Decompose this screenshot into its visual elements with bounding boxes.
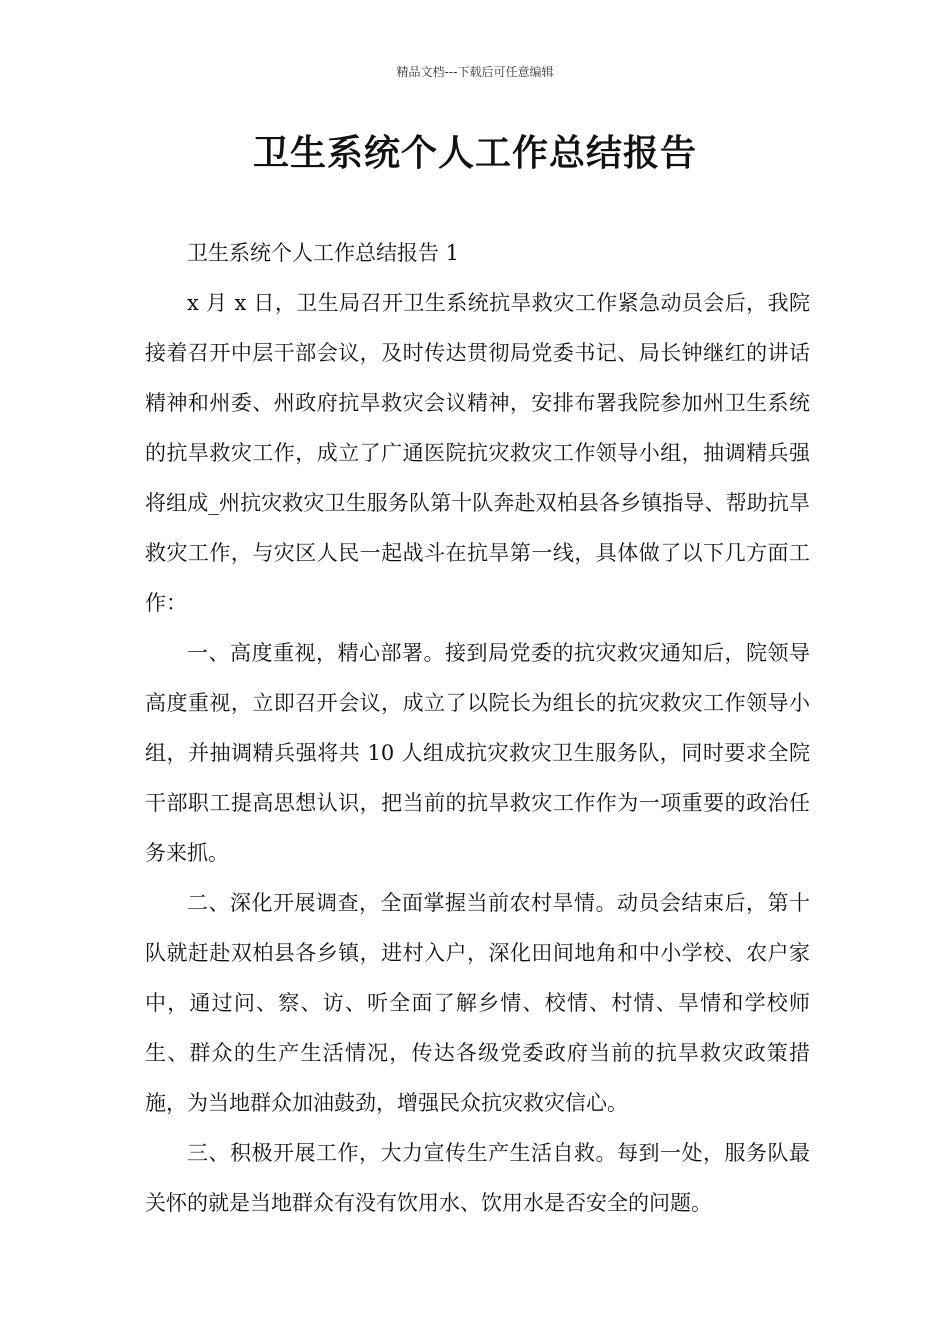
paragraph-4: 三、积极开展工作，大力宣传生产生活自救。每到一处，服务队最关怀的就是当地群众有没有饮用水、饮用水是否安全的问题。 [145, 1141, 810, 1215]
paragraph-3: 二、深化开展调查，全面掌握当前农村旱情。动员会结束后，第十队就赶赴双柏县各乡镇，进村入户，深化田间地角和中小学校、农户家中，通过问、察、访、听全面了解乡情、校情、村情、旱情和学校师生、群众的生产生活情况，传达各级党委政府当前的抗旱救灾政策措施，为当地群众加油鼓劲，增强民众抗灾救灾信心。 [145, 891, 810, 1115]
paragraph-1: x 月 x 日，卫生局召开卫生系统抗旱救灾工作紧急动员会后，我院接着召开中层干部会议，及时传达贯彻局党委书记、局长钟继红的讲话精神和州委、州政府抗旱救灾会议精神，安排布署我院参加州卫生系统的抗旱救灾工作，成立了广通医院抗灾救灾工作领导小组，抽调精兵强将组成_州抗灾救灾卫生服务队第十队奔赴双柏县各乡镇指导、帮助抗旱救灾工作，与灾区人民一起战斗在抗旱第一线，具体做了以下几方面工作： [145, 291, 810, 615]
section-subtitle: 卫生系统个人工作总结报告 1 [187, 241, 460, 265]
header-note: 精品文档---下载后可任意编辑 [396, 65, 554, 79]
paragraph-2: 一、高度重视，精心部署。接到局党委的抗灾救灾通知后，院领导高度重视，立即召开会议，成立了以院长为组长的抗灾救灾工作领导小组，并抽调精兵强将共 10 人组成抗灾救灾卫生服务队，同时要求全院干部职工提高思想认识，把当前的抗旱救灾工作作为一项重要的政治任务来抓。 [145, 641, 810, 865]
document-title: 卫生系统个人工作总结报告 [252, 133, 697, 174]
document-body [145, 228, 810, 1228]
